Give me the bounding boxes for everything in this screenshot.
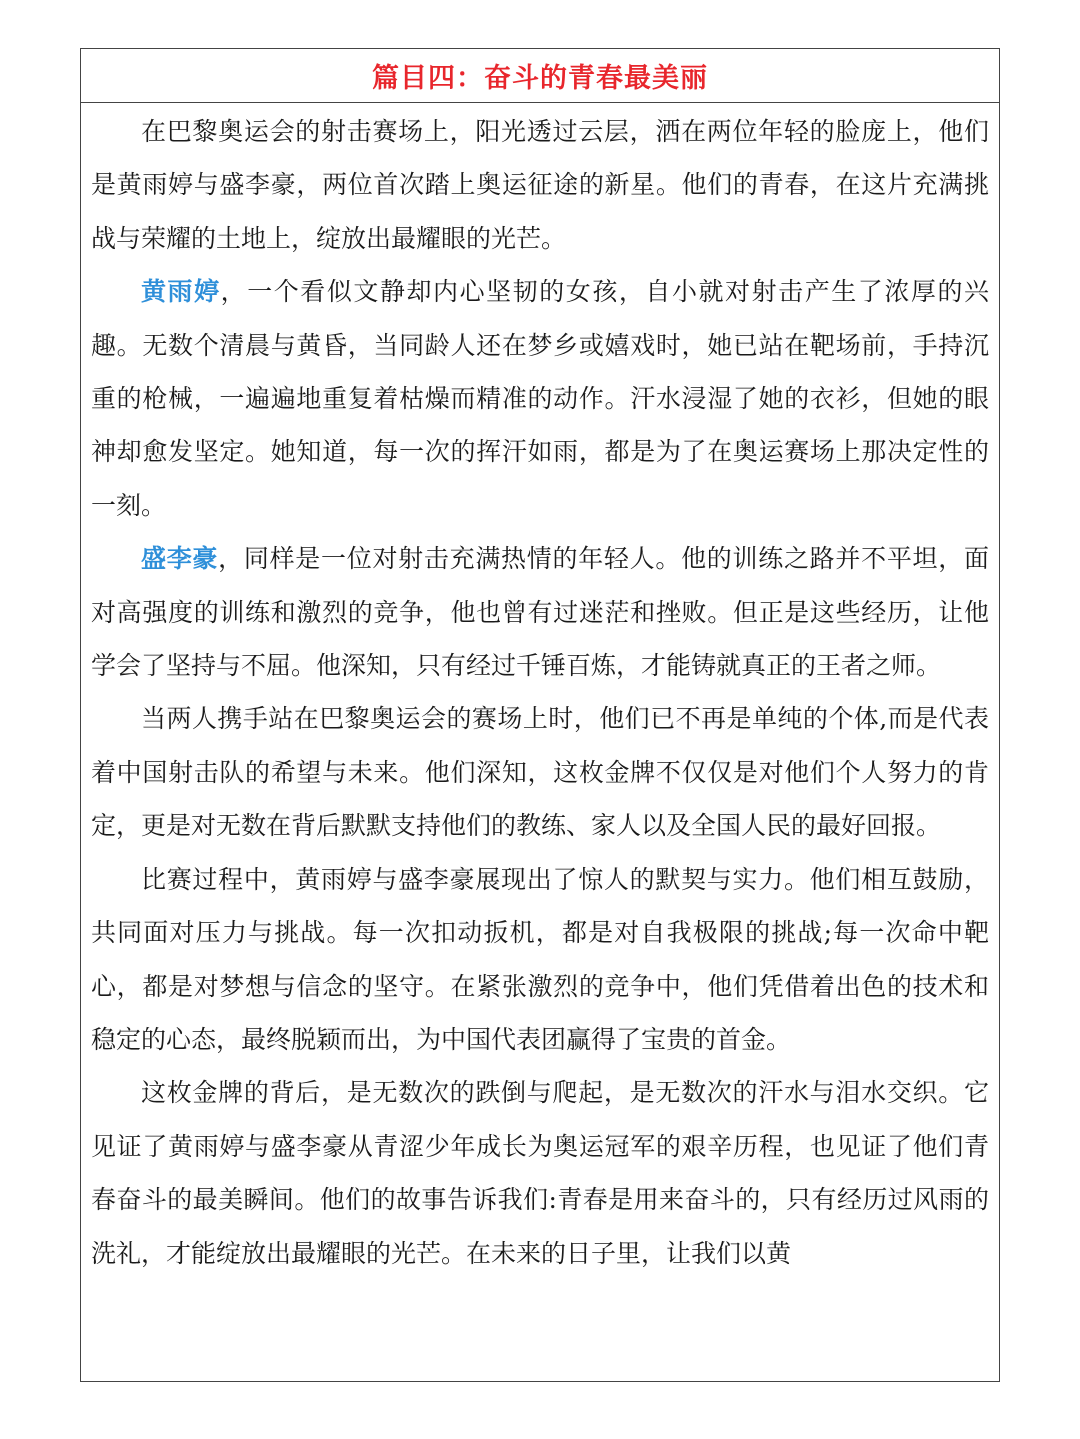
athlete-name-huang-yuting: 黄雨婷 (141, 277, 221, 307)
document-frame (80, 48, 1000, 1382)
paragraph-2-text: ，一个看似文静却内心坚韧的女孩，自小就对射击产生了浓厚的兴趣。无数个清晨与黄昏，当同龄人还在梦乡或嬉戏时，她已站在靶场前，手持沉重的枪械，一遍遍地重复着枯燥而精准的动作。汗水浸湿了她的衣衫，但她的眼神却愈发坚定。她知道，每一次的挥汗如雨，都是为了在奥运赛场上那决定性的一刻。 (91, 277, 989, 520)
title-bar (81, 49, 999, 103)
paragraph-4-text: 当两人携手站在巴黎奥运会的赛场上时，他们已不再是单纯的个体,而是代表着中国射击队的希望与未来。他们深知，这枚金牌不仅仅是对他们个人努力的肯定，更是对无数在背后默默支持他们的教练、家人以及全国人民的最好回报。 (91, 704, 989, 841)
document-body (81, 103, 999, 1280)
paragraph-6 (91, 1066, 989, 1280)
paragraph-3 (91, 532, 989, 692)
paragraph-1 (91, 105, 989, 265)
paragraph-4 (91, 692, 989, 852)
paragraph-3-text: ，同样是一位对射击充满热情的年轻人。他的训练之路并不平坦，面对高强度的训练和激烈的竞争，他也曾有过迷茫和挫败。但正是这些经历，让他学会了坚持与不屈。他深知，只有经过千锤百炼，才能铸就真正的王者之师。 (91, 544, 989, 681)
athlete-name-sheng-lihao: 盛李豪 (141, 544, 219, 574)
paragraph-6-text: 这枚金牌的背后，是无数次的跌倒与爬起，是无数次的汗水与泪水交织。它见证了黄雨婷与盛李豪从青涩少年成长为奥运冠军的艰辛历程，也见证了他们青春奋斗的最美瞬间。他们的故事告诉我们:青春是用来奋斗的，只有经历过风雨的洗礼，才能绽放出最耀眼的光芒。在未来的日子里，让我们以黄 (91, 1078, 989, 1268)
document-title: 篇目四：奋斗的青春最美丽 (372, 63, 708, 94)
paragraph-2 (91, 265, 989, 532)
paragraph-5-text: 比赛过程中，黄雨婷与盛李豪展现出了惊人的默契与实力。他们相互鼓励，共同面对压力与挑战。每一次扣动扳机，都是对自我极限的挑战;每一次命中靶心，都是对梦想与信念的坚守。在紧张激烈的竞争中，他们凭借着出色的技术和稳定的心态，最终脱颖而出，为中国代表团赢得了宝贵的首金。 (91, 864, 989, 1054)
paragraph-5 (91, 853, 989, 1067)
paragraph-1-text: 在巴黎奥运会的射击赛场上，阳光透过云层，洒在两位年轻的脸庞上，他们是黄雨婷与盛李豪，两位首次踏上奥运征途的新星。他们的青春，在这片充满挑战与荣耀的土地上，绽放出最耀眼的光芒。 (91, 117, 989, 253)
